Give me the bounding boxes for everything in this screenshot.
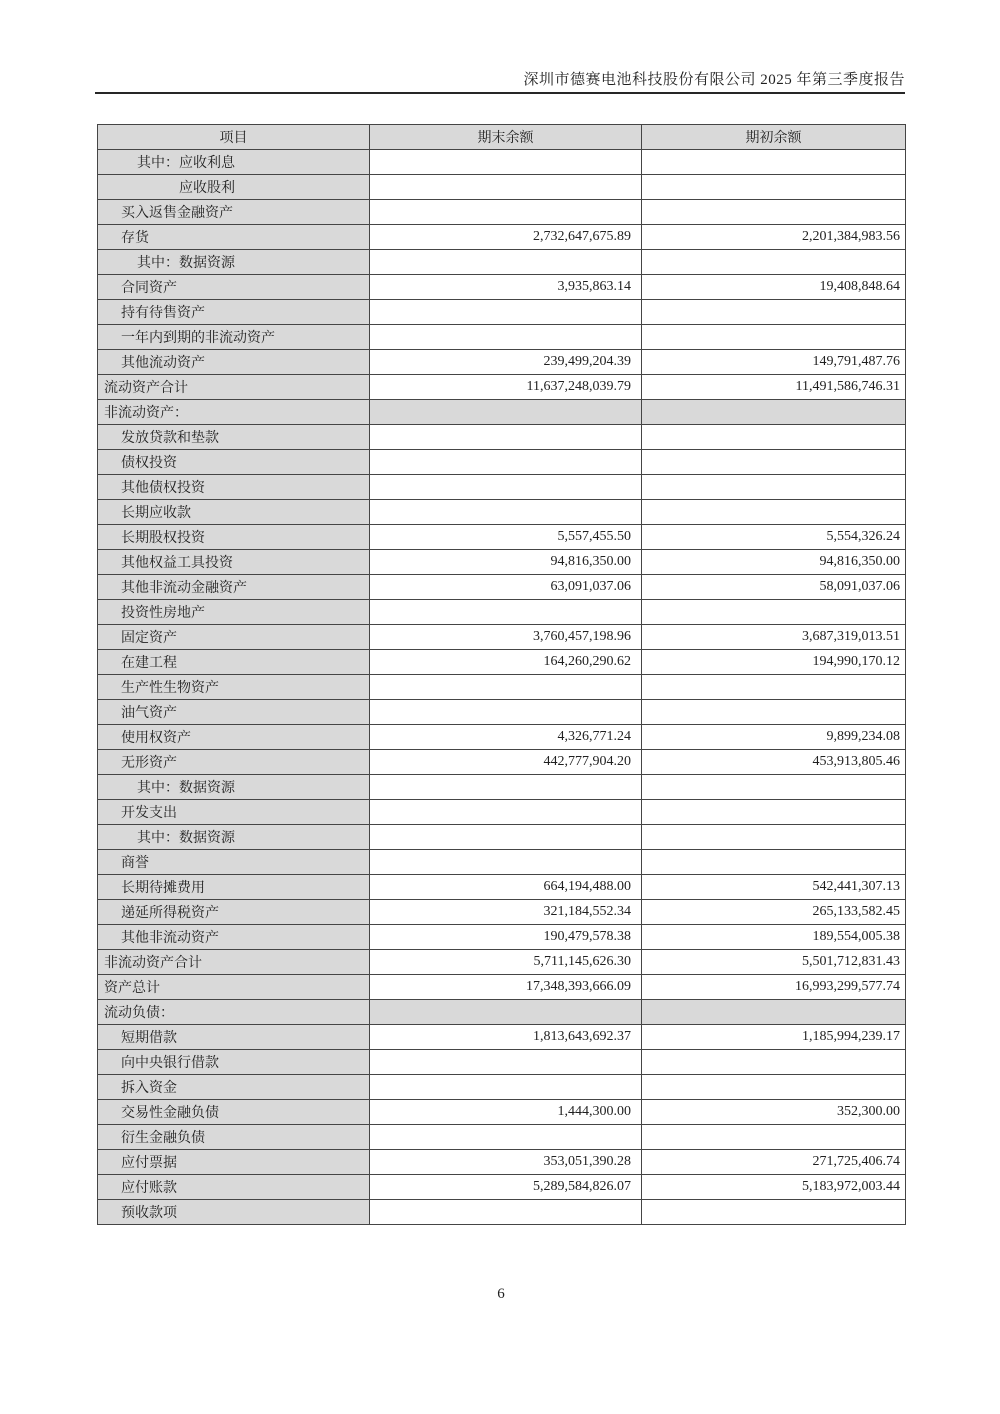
item-label-cell: 资产总计 bbox=[98, 975, 370, 1000]
table-row bbox=[98, 400, 906, 425]
ending-balance-cell bbox=[370, 300, 642, 325]
table-row bbox=[98, 200, 906, 225]
item-label-cell: 债权投资 bbox=[98, 450, 370, 475]
beginning-balance-cell: 19,408,848.64 bbox=[642, 275, 906, 300]
beginning-balance-cell bbox=[642, 1000, 906, 1025]
table-row bbox=[98, 150, 906, 175]
beginning-balance-cell: 94,816,350.00 bbox=[642, 550, 906, 575]
beginning-balance-cell bbox=[642, 300, 906, 325]
item-label-cell: 拆入资金 bbox=[98, 1075, 370, 1100]
ending-balance-cell bbox=[370, 825, 642, 850]
table-row bbox=[98, 425, 906, 450]
table-row bbox=[98, 375, 906, 400]
item-label-cell: 短期借款 bbox=[98, 1025, 370, 1050]
table-row bbox=[98, 1025, 906, 1050]
column-header-item: 项目 bbox=[98, 125, 370, 150]
item-label-cell: 无形资产 bbox=[98, 750, 370, 775]
beginning-balance-cell bbox=[642, 1050, 906, 1075]
table-row bbox=[98, 275, 906, 300]
ending-balance-cell: 239,499,204.39 bbox=[370, 350, 642, 375]
beginning-balance-cell bbox=[642, 175, 906, 200]
beginning-balance-cell: 453,913,805.46 bbox=[642, 750, 906, 775]
beginning-balance-cell bbox=[642, 775, 906, 800]
beginning-balance-cell bbox=[642, 475, 906, 500]
table-row bbox=[98, 600, 906, 625]
table-header-row bbox=[98, 125, 906, 150]
ending-balance-cell bbox=[370, 450, 642, 475]
beginning-balance-cell bbox=[642, 825, 906, 850]
ending-balance-cell: 321,184,552.34 bbox=[370, 900, 642, 925]
beginning-balance-cell: 194,990,170.12 bbox=[642, 650, 906, 675]
ending-balance-cell: 5,557,455.50 bbox=[370, 525, 642, 550]
table-row bbox=[98, 250, 906, 275]
ending-balance-cell bbox=[370, 250, 642, 275]
table-row bbox=[98, 775, 906, 800]
table-row bbox=[98, 1125, 906, 1150]
beginning-balance-cell bbox=[642, 675, 906, 700]
balance-sheet-table bbox=[97, 124, 906, 1225]
item-label-cell: 其中：应收利息 bbox=[98, 150, 370, 175]
table-row bbox=[98, 1000, 906, 1025]
beginning-balance-cell bbox=[642, 850, 906, 875]
beginning-balance-cell bbox=[642, 700, 906, 725]
table-row bbox=[98, 1150, 906, 1175]
beginning-balance-cell: 3,687,319,013.51 bbox=[642, 625, 906, 650]
table-row bbox=[98, 1050, 906, 1075]
item-label-cell: 其他非流动资产 bbox=[98, 925, 370, 950]
item-label-cell: 油气资产 bbox=[98, 700, 370, 725]
beginning-balance-cell: 58,091,037.06 bbox=[642, 575, 906, 600]
item-label-cell: 其他非流动金融资产 bbox=[98, 575, 370, 600]
ending-balance-cell bbox=[370, 775, 642, 800]
ending-balance-cell: 353,051,390.28 bbox=[370, 1150, 642, 1175]
ending-balance-cell: 11,637,248,039.79 bbox=[370, 375, 642, 400]
item-label-cell: 非流动资产合计 bbox=[98, 950, 370, 975]
item-label-cell: 流动负债： bbox=[98, 1000, 370, 1025]
table-row bbox=[98, 900, 906, 925]
ending-balance-cell bbox=[370, 600, 642, 625]
table-row bbox=[98, 225, 906, 250]
ending-balance-cell: 2,732,647,675.89 bbox=[370, 225, 642, 250]
ending-balance-cell bbox=[370, 150, 642, 175]
beginning-balance-cell bbox=[642, 450, 906, 475]
ending-balance-cell bbox=[370, 200, 642, 225]
table-row bbox=[98, 650, 906, 675]
table-row bbox=[98, 925, 906, 950]
item-label-cell: 应付账款 bbox=[98, 1175, 370, 1200]
ending-balance-cell: 190,479,578.38 bbox=[370, 925, 642, 950]
table-row bbox=[98, 350, 906, 375]
table-row bbox=[98, 700, 906, 725]
ending-balance-cell bbox=[370, 1050, 642, 1075]
table-row bbox=[98, 950, 906, 975]
item-label-cell: 应付票据 bbox=[98, 1150, 370, 1175]
ending-balance-cell: 164,260,290.62 bbox=[370, 650, 642, 675]
beginning-balance-cell: 5,501,712,831.43 bbox=[642, 950, 906, 975]
table-row bbox=[98, 325, 906, 350]
item-label-cell: 使用权资产 bbox=[98, 725, 370, 750]
ending-balance-cell: 4,326,771.24 bbox=[370, 725, 642, 750]
beginning-balance-cell: 5,554,326.24 bbox=[642, 525, 906, 550]
item-label-cell: 交易性金融负债 bbox=[98, 1100, 370, 1125]
ending-balance-cell: 94,816,350.00 bbox=[370, 550, 642, 575]
ending-balance-cell bbox=[370, 1125, 642, 1150]
table-row bbox=[98, 550, 906, 575]
column-header-beginning-balance: 期初余额 bbox=[642, 125, 906, 150]
ending-balance-cell bbox=[370, 700, 642, 725]
table-row bbox=[98, 450, 906, 475]
beginning-balance-cell bbox=[642, 1075, 906, 1100]
table-row bbox=[98, 575, 906, 600]
beginning-balance-cell: 16,993,299,577.74 bbox=[642, 975, 906, 1000]
item-label-cell: 其中：数据资源 bbox=[98, 250, 370, 275]
beginning-balance-cell: 352,300.00 bbox=[642, 1100, 906, 1125]
ending-balance-cell bbox=[370, 850, 642, 875]
page-number: 6 bbox=[497, 1286, 505, 1302]
item-label-cell: 应收股利 bbox=[98, 175, 370, 200]
beginning-balance-cell bbox=[642, 250, 906, 275]
ending-balance-cell bbox=[370, 425, 642, 450]
table-row bbox=[98, 500, 906, 525]
beginning-balance-cell: 149,791,487.76 bbox=[642, 350, 906, 375]
beginning-balance-cell bbox=[642, 400, 906, 425]
table-row bbox=[98, 850, 906, 875]
ending-balance-cell: 1,444,300.00 bbox=[370, 1100, 642, 1125]
beginning-balance-cell: 265,133,582.45 bbox=[642, 900, 906, 925]
ending-balance-cell bbox=[370, 175, 642, 200]
ending-balance-cell: 442,777,904.20 bbox=[370, 750, 642, 775]
beginning-balance-cell bbox=[642, 425, 906, 450]
ending-balance-cell bbox=[370, 1200, 642, 1225]
item-label-cell: 一年内到期的非流动资产 bbox=[98, 325, 370, 350]
ending-balance-cell bbox=[370, 400, 642, 425]
item-label-cell: 其他权益工具投资 bbox=[98, 550, 370, 575]
beginning-balance-cell: 271,725,406.74 bbox=[642, 1150, 906, 1175]
beginning-balance-cell: 5,183,972,003.44 bbox=[642, 1175, 906, 1200]
ending-balance-cell: 63,091,037.06 bbox=[370, 575, 642, 600]
ending-balance-cell: 3,935,863.14 bbox=[370, 275, 642, 300]
item-label-cell: 其中：数据资源 bbox=[98, 775, 370, 800]
beginning-balance-cell bbox=[642, 500, 906, 525]
table-row bbox=[98, 725, 906, 750]
item-label-cell: 发放贷款和垫款 bbox=[98, 425, 370, 450]
table-row bbox=[98, 800, 906, 825]
table-row bbox=[98, 875, 906, 900]
ending-balance-cell: 664,194,488.00 bbox=[370, 875, 642, 900]
item-label-cell: 向中央银行借款 bbox=[98, 1050, 370, 1075]
table-row bbox=[98, 1200, 906, 1225]
header-divider bbox=[95, 92, 905, 94]
ending-balance-cell bbox=[370, 800, 642, 825]
item-label-cell: 其他债权投资 bbox=[98, 475, 370, 500]
table-row bbox=[98, 1100, 906, 1125]
ending-balance-cell: 1,813,643,692.37 bbox=[370, 1025, 642, 1050]
ending-balance-cell bbox=[370, 675, 642, 700]
item-label-cell: 商誉 bbox=[98, 850, 370, 875]
item-label-cell: 长期待摊费用 bbox=[98, 875, 370, 900]
item-label-cell: 生产性生物资产 bbox=[98, 675, 370, 700]
table-row bbox=[98, 675, 906, 700]
item-label-cell: 衍生金融负债 bbox=[98, 1125, 370, 1150]
item-label-cell: 非流动资产： bbox=[98, 400, 370, 425]
table-row bbox=[98, 750, 906, 775]
ending-balance-cell bbox=[370, 1075, 642, 1100]
item-label-cell: 流动资产合计 bbox=[98, 375, 370, 400]
ending-balance-cell bbox=[370, 475, 642, 500]
ending-balance-cell: 5,711,145,626.30 bbox=[370, 950, 642, 975]
ending-balance-cell: 3,760,457,198.96 bbox=[370, 625, 642, 650]
beginning-balance-cell bbox=[642, 600, 906, 625]
ending-balance-cell: 5,289,584,826.07 bbox=[370, 1175, 642, 1200]
column-header-ending-balance: 期末余额 bbox=[370, 125, 642, 150]
beginning-balance-cell bbox=[642, 800, 906, 825]
ending-balance-cell: 17,348,393,666.09 bbox=[370, 975, 642, 1000]
beginning-balance-cell: 189,554,005.38 bbox=[642, 925, 906, 950]
table-row bbox=[98, 975, 906, 1000]
table-row bbox=[98, 475, 906, 500]
ending-balance-cell bbox=[370, 1000, 642, 1025]
table-row bbox=[98, 625, 906, 650]
item-label-cell: 开发支出 bbox=[98, 800, 370, 825]
beginning-balance-cell bbox=[642, 200, 906, 225]
item-label-cell: 长期应收款 bbox=[98, 500, 370, 525]
item-label-cell: 存货 bbox=[98, 225, 370, 250]
beginning-balance-cell: 542,441,307.13 bbox=[642, 875, 906, 900]
item-label-cell: 投资性房地产 bbox=[98, 600, 370, 625]
table-row bbox=[98, 175, 906, 200]
item-label-cell: 递延所得税资产 bbox=[98, 900, 370, 925]
report-title: 深圳市德赛电池科技股份有限公司 2025 年第三季度报告 bbox=[523, 72, 905, 88]
table-row bbox=[98, 1075, 906, 1100]
beginning-balance-cell bbox=[642, 1125, 906, 1150]
beginning-balance-cell bbox=[642, 150, 906, 175]
ending-balance-cell bbox=[370, 325, 642, 350]
table-row bbox=[98, 825, 906, 850]
item-label-cell: 预收款项 bbox=[98, 1200, 370, 1225]
table-row bbox=[98, 525, 906, 550]
beginning-balance-cell bbox=[642, 325, 906, 350]
item-label-cell: 其中：数据资源 bbox=[98, 825, 370, 850]
item-label-cell: 持有待售资产 bbox=[98, 300, 370, 325]
item-label-cell: 长期股权投资 bbox=[98, 525, 370, 550]
ending-balance-cell bbox=[370, 500, 642, 525]
beginning-balance-cell: 2,201,384,983.56 bbox=[642, 225, 906, 250]
item-label-cell: 买入返售金融资产 bbox=[98, 200, 370, 225]
beginning-balance-cell: 11,491,586,746.31 bbox=[642, 375, 906, 400]
beginning-balance-cell bbox=[642, 1200, 906, 1225]
table-row bbox=[98, 1175, 906, 1200]
item-label-cell: 固定资产 bbox=[98, 625, 370, 650]
item-label-cell: 合同资产 bbox=[98, 275, 370, 300]
beginning-balance-cell: 9,899,234.08 bbox=[642, 725, 906, 750]
table-row bbox=[98, 300, 906, 325]
item-label-cell: 在建工程 bbox=[98, 650, 370, 675]
table-body bbox=[98, 150, 906, 1225]
item-label-cell: 其他流动资产 bbox=[98, 350, 370, 375]
beginning-balance-cell: 1,185,994,239.17 bbox=[642, 1025, 906, 1050]
